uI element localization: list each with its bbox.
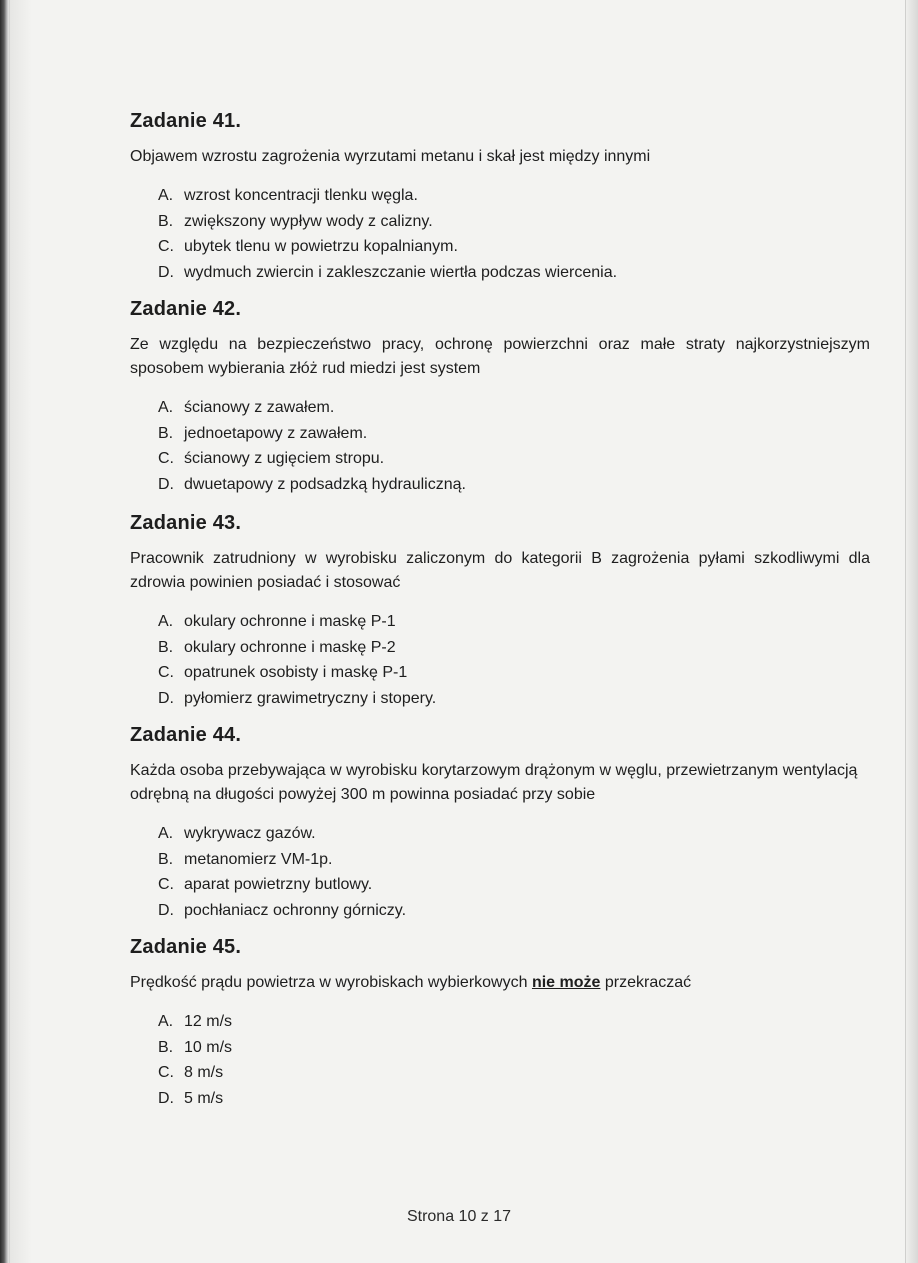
answer-option-c[interactable]	[130, 446, 870, 472]
option-text: 5 m/s	[184, 1089, 224, 1107]
answer-option-c[interactable]	[130, 1060, 870, 1086]
option-letter: B.	[158, 212, 174, 230]
page-right-edge	[905, 0, 918, 1263]
task-heading: Zadanie 44.	[130, 724, 242, 746]
option-text: ścianowy z ugięciem stropu.	[184, 450, 385, 467]
exam-page	[130, 0, 870, 1263]
question-text-after: przekraczać	[604, 974, 692, 991]
option-letter: B.	[158, 850, 174, 868]
option-text: okulary ochronne i maskę P-2	[184, 638, 396, 656]
task-question: Pracownik zatrudniony w wyrobisku zaliczonym do kategorii B zagrożenia pyłami szkodliwymi dla zdrowia powinien posiadać i stosować	[130, 550, 870, 591]
answer-options	[130, 821, 870, 923]
task-question: Ze względu na bezpieczeństwo pracy, ochronę powierzchni oraz małe straty najkorzystniejszym sposobem wybierania złóż rud miedzi jest system	[130, 336, 870, 377]
task-heading: Zadanie 41.	[130, 110, 242, 132]
answer-option-b[interactable]	[130, 421, 870, 447]
task-45	[130, 936, 870, 1111]
answer-option-a[interactable]	[130, 1009, 870, 1035]
option-text: pyłomierz grawimetryczny i stopery.	[184, 689, 437, 707]
option-letter: B.	[158, 424, 174, 442]
option-letter: D.	[158, 901, 174, 919]
option-letter: C.	[158, 238, 174, 255]
option-text: 8 m/s	[184, 1064, 224, 1081]
option-text: wykrywacz gazów.	[184, 825, 316, 842]
task-question	[130, 971, 870, 995]
question-text-before: Prędkość prądu powietrza w wyrobiskach wybierkowych	[130, 974, 528, 991]
answer-options	[130, 1009, 870, 1111]
option-text: 12 m/s	[184, 1013, 233, 1030]
page-number: Strona 10 z 17	[406, 1208, 512, 1225]
option-text: zwiększony wypływ wody z calizny.	[184, 212, 433, 230]
task-heading: Zadanie 42.	[130, 298, 242, 320]
option-letter: A.	[158, 825, 174, 842]
task-43	[130, 512, 870, 711]
answer-options	[130, 395, 870, 497]
answer-option-c[interactable]	[130, 872, 870, 898]
answer-option-b[interactable]	[130, 635, 870, 661]
option-letter: D.	[158, 475, 174, 493]
task-44	[130, 724, 870, 923]
option-text: 10 m/s	[184, 1038, 233, 1056]
option-text: ścianowy z zawałem.	[184, 399, 335, 416]
option-text: opatrunek osobisty i maskę P-1	[184, 664, 408, 681]
option-letter: A.	[158, 613, 174, 630]
option-letter: C.	[158, 876, 174, 893]
option-text: wzrost koncentracji tlenku węgla.	[184, 187, 418, 204]
option-letter: D.	[158, 1089, 174, 1107]
answer-option-d[interactable]	[130, 898, 870, 924]
option-letter: A.	[158, 187, 174, 204]
option-text: wydmuch zwiercin i zakleszczanie wiertła podczas wiercenia.	[184, 263, 618, 281]
answer-option-a[interactable]	[130, 183, 870, 209]
option-letter: B.	[158, 638, 174, 656]
task-41	[130, 110, 870, 285]
task-heading: Zadanie 45.	[130, 936, 242, 958]
option-letter: A.	[158, 1013, 174, 1030]
answer-option-c[interactable]	[130, 660, 870, 686]
page-fold-shadow	[9, 0, 32, 1263]
task-question: Objawem wzrostu zagrożenia wyrzutami metanu i skał jest między innymi	[130, 148, 651, 165]
answer-option-d[interactable]	[130, 686, 870, 712]
answer-option-b[interactable]	[130, 1035, 870, 1061]
task-42	[130, 298, 870, 497]
option-text: ubytek tlenu w powietrzu kopalnianym.	[184, 238, 458, 255]
answer-option-d[interactable]	[130, 472, 870, 498]
answer-option-a[interactable]	[130, 821, 870, 847]
option-letter: C.	[158, 450, 174, 467]
page-binding-edge	[0, 0, 9, 1263]
option-text: jednoetapowy z zawałem.	[184, 424, 368, 442]
option-text: metanomierz VM-1p.	[184, 850, 333, 868]
option-letter: A.	[158, 399, 174, 416]
option-letter: D.	[158, 263, 174, 281]
option-letter: C.	[158, 1064, 174, 1081]
task-heading: Zadanie 43.	[130, 512, 242, 534]
answer-options	[130, 183, 870, 285]
option-text: aparat powietrzny butlowy.	[184, 876, 373, 893]
option-letter: B.	[158, 1038, 174, 1056]
answer-option-b[interactable]	[130, 209, 870, 235]
option-text: dwuetapowy z podsadzką hydrauliczną.	[184, 475, 466, 493]
answer-option-b[interactable]	[130, 847, 870, 873]
answer-options	[130, 609, 870, 711]
option-letter: C.	[158, 664, 174, 681]
option-text: okulary ochronne i maskę P-1	[184, 613, 396, 630]
option-text: pochłaniacz ochronny górniczy.	[184, 901, 407, 919]
question-emphasis: nie może	[531, 974, 601, 991]
answer-option-d[interactable]	[130, 260, 870, 286]
answer-option-a[interactable]	[130, 609, 870, 635]
answer-option-c[interactable]	[130, 234, 870, 260]
option-letter: D.	[158, 689, 174, 707]
answer-option-a[interactable]	[130, 395, 870, 421]
task-question: Każda osoba przebywająca w wyrobisku korytarzowym drążonym w węglu, przewietrzanym wentylacją odrębną na długości powyżej 300 m powinna posiadać przy sobie	[130, 762, 858, 803]
answer-option-d[interactable]	[130, 1086, 870, 1112]
